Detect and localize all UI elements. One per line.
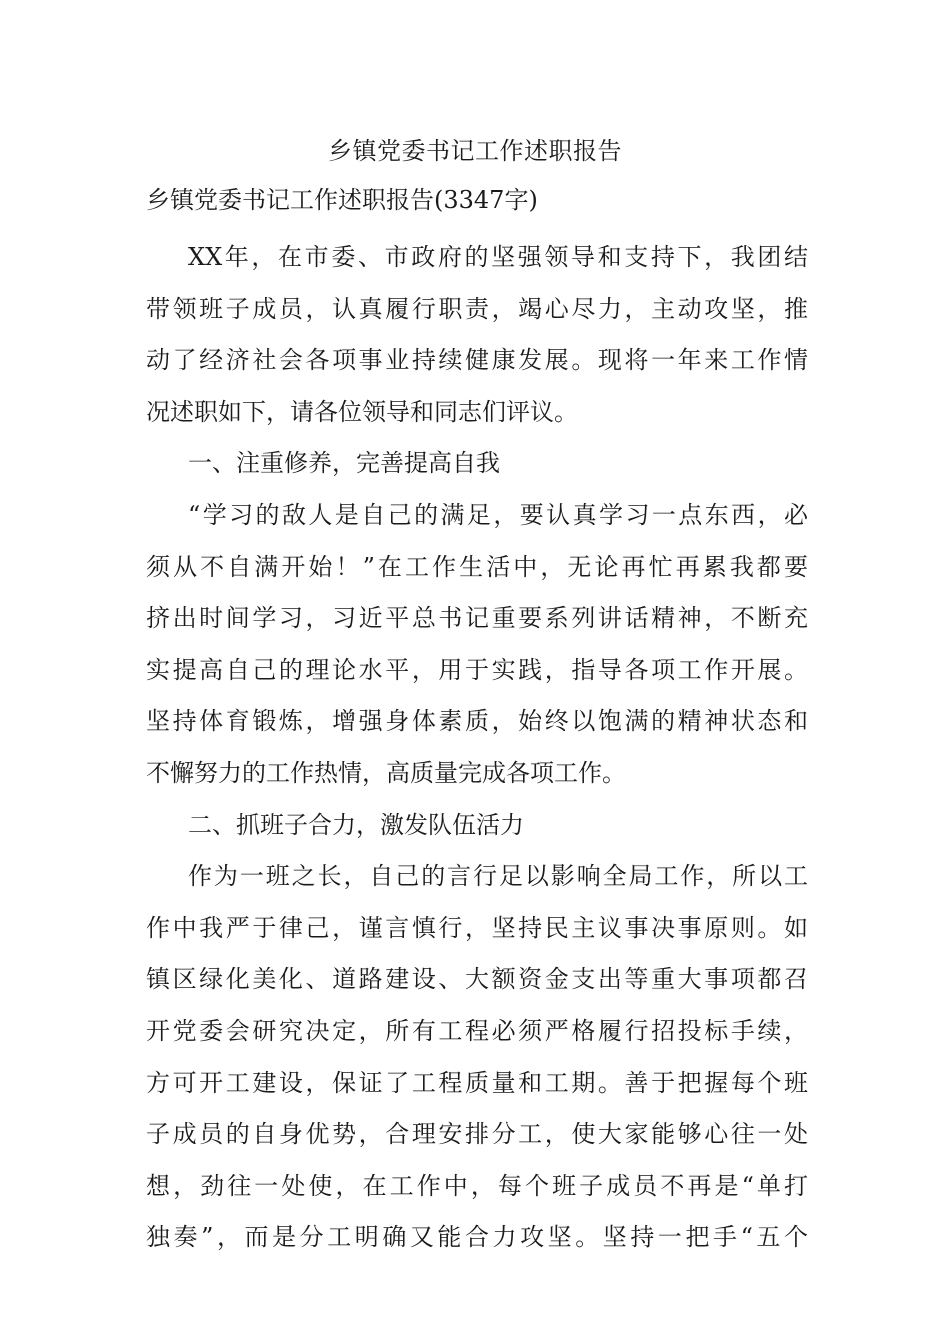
paragraph-line: 作为一班之长，自己的言行足以影响全局工作，所以工 — [188, 862, 808, 891]
paragraph-line: 镇区绿化美化、道路建设、大额资金支出等重大事项都召 — [146, 965, 808, 994]
paragraph-line: 动了经济社会各项事业持续健康发展。现将一年来工作情 — [146, 346, 808, 375]
paragraph-line: 实提高自己的理论水平，用于实践，指导各项工作开展。 — [146, 655, 808, 684]
document-body — [146, 232, 808, 1264]
paragraph-line: 子成员的自身优势，合理安排分工，使大家能够心往一处 — [146, 1120, 808, 1149]
paragraph-line: XX年，在市委、市政府的坚强领导和支持下，我团结 — [188, 243, 808, 271]
paragraph-line: 独奏”，而是分工明确又能合力攻坚。坚持一把手“五个 — [146, 1223, 808, 1252]
document-subtitle: 乡镇党委书记工作述职报告(3347字) — [146, 186, 538, 214]
paragraph-line: 不懈努力的工作热情，高质量完成各项工作。 — [146, 758, 626, 787]
paragraph-line: 开党委会研究决定，所有工程必须严格履行招投标手续， — [146, 1016, 808, 1045]
paragraph-line: 须从不自满开始！”在工作生活中，无论再忙再累我都要 — [146, 552, 808, 581]
paragraph-line: 挤出时间学习，习近平总书记重要系列讲话精神，不断充 — [146, 604, 808, 633]
paragraph-line: 况述职如下，请各位领导和同志们评议。 — [146, 397, 578, 426]
paragraph-line: “学习的敌人是自己的满足，要认真学习一点东西，必 — [188, 500, 808, 529]
paragraph-line: 带领班子成员，认真履行职责，竭心尽力，主动攻坚，推 — [146, 294, 808, 323]
document-title: 乡镇党委书记工作述职报告 — [328, 137, 622, 165]
paragraph-line: 坚持体育锻炼，增强身体素质，始终以饱满的精神状态和 — [146, 707, 808, 736]
section-heading: 二、抓班子合力，激发队伍活力 — [188, 810, 524, 839]
section-heading: 一、注重修养，完善提高自我 — [188, 449, 500, 478]
paragraph-line: 想，劲往一处使，在工作中，每个班子成员不再是“单打 — [146, 1171, 808, 1200]
paragraph-line: 方可开工建设，保证了工程质量和工期。善于把握每个班 — [146, 1068, 808, 1097]
paragraph-line: 作中我严于律己，谨言慎行，坚持民主议事决事原则。如 — [146, 913, 808, 942]
